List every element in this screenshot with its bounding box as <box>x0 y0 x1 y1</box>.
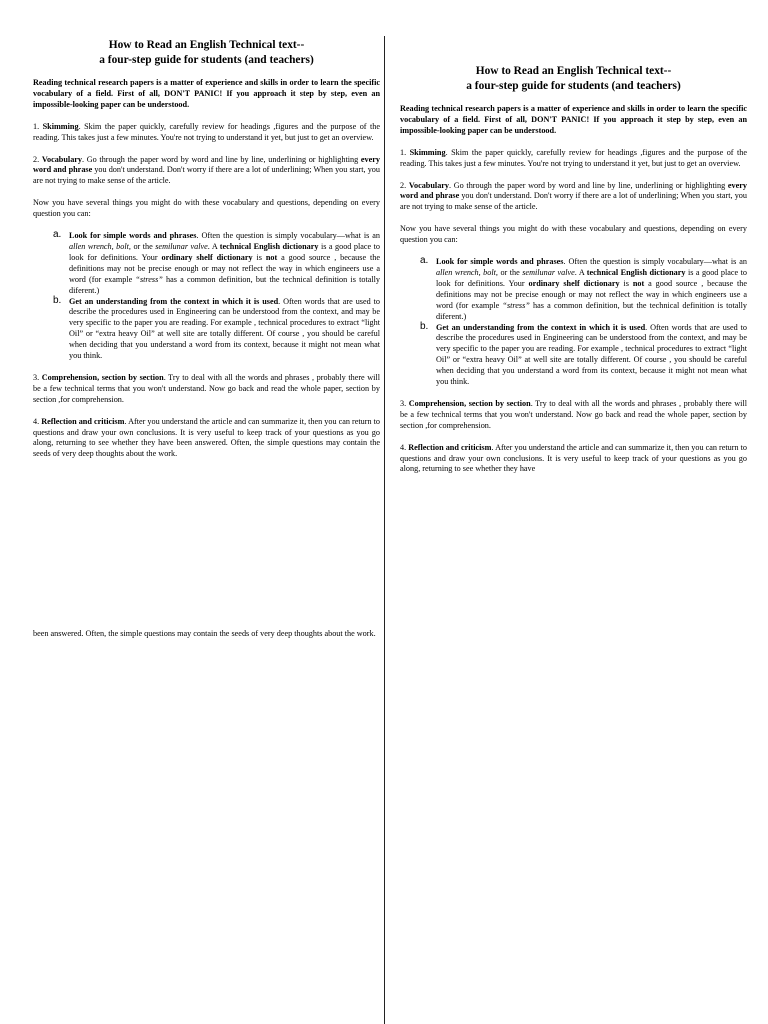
item-italic: allen wrench, bolt <box>69 241 129 251</box>
item-term: Get an understanding from the context in which it is used <box>69 296 279 306</box>
right-column <box>400 64 747 486</box>
list-marker: a. <box>420 255 429 267</box>
item-bold: ordinary shelf dictionary <box>161 252 253 262</box>
item-text: , or the <box>495 267 523 277</box>
step-term: Vocabulary <box>408 180 450 190</box>
intro-paragraph: Reading technical research papers is a matter of experience and skills in order to learn the specific vocabulary of a field. First of all, DON'T PANIC! If you approach it step by step, even an impossible-looking paper can be understood. <box>400 104 747 135</box>
title-line-1: How to Read an English Technical text-- <box>475 65 672 77</box>
continuation-block <box>33 629 380 651</box>
step-term: Reflection and criticism <box>41 416 125 426</box>
item-text: . Often the question is simply vocabulary—what is an <box>563 257 747 267</box>
item-text: . Often words that are used to describe the procedures used in Engineering can be understood from the context, and may be very specific to the paper you are reading. For example , technical procedures to extract “light Oil” or “extra heavy Oil” at well site are totally different. Of course , you should be careful when deciding that you understand a word from its context, because it might not mean what you think. <box>436 322 747 387</box>
item-term: Get an understanding from the context in which it is used <box>436 322 646 332</box>
item-bold: ordinary shelf dictionary <box>528 278 620 288</box>
item-term: Look for simple words and phrases <box>436 257 564 267</box>
list-marker: b. <box>420 320 429 332</box>
step-number: 3. <box>33 372 40 382</box>
item-text: a good source , because the definitions may not be precise enough or may not reflect the way in which engineers use a word (for example <box>436 278 747 310</box>
step-term: Skimming <box>409 147 446 157</box>
item-text: . A <box>574 267 587 277</box>
step-number: 2. <box>33 154 40 164</box>
step-term: Comprehension, section by section <box>41 372 164 382</box>
column-divider <box>384 36 385 1024</box>
step-term: Skimming <box>42 121 79 131</box>
step-text: . Skim the paper quickly, carefully review for headings ,figures and the purpose of the reading. This takes just a few minutes. You're not trying to understand it yet, but just to get an overview. <box>33 121 381 142</box>
sub-item-a <box>420 255 748 322</box>
item-bold: not <box>632 278 645 288</box>
item-text: . Often words that are used to describe the procedures used in Engineering can be understood from the context, and may be very specific to the paper you are reading. For example , technical procedures to extract “light Oil” or “extra heavy Oil” at well site are totally different. Of course , you should be careful when deciding that you understand a word from its context, because it might not mean what you think. <box>69 296 380 361</box>
step-skimming <box>400 148 747 170</box>
step-text: . Try to deal with all the words and phrases , probably there will be a few technical terms that you won't understand. Now go back and read the whole paper, section by section ,for comprehension. <box>33 372 381 404</box>
step-number: 3. <box>400 398 407 408</box>
sub-item-b <box>420 320 747 388</box>
step-reflection <box>400 443 747 476</box>
item-text: is a good place to look for definitions. Your <box>436 267 748 288</box>
step-text: you don't understand. Don't worry if there are a lot of underlining; When you start, you are not trying to make sense of the article. <box>33 165 380 186</box>
title-line-1: How to Read an English Technical text-- <box>108 39 305 51</box>
step-text: . After you understand the article and can summarize it, then you can return to questions and draw your own conclusions. It is very useful to keep track of your questions as you go along, returning to see whether they have <box>400 442 748 474</box>
item-italic: allen wrench, bolt <box>436 267 496 277</box>
title-line-2: a four-step guide for students (and teachers) <box>466 80 681 92</box>
item-text: is <box>619 278 633 288</box>
step-term: Vocabulary <box>41 154 83 164</box>
item-text: . A <box>207 241 220 251</box>
step-number: 2. <box>400 180 407 190</box>
left-column <box>33 38 380 471</box>
step-term: Reflection and criticism <box>408 442 492 452</box>
step-number: 4. <box>33 416 40 426</box>
item-text: . Often the question is simply vocabulary—what is an <box>196 231 380 241</box>
item-text: a good source , because the definitions may not be precise enough or may not reflect the way in which engineers use a word (for example <box>69 252 380 284</box>
step-term: Comprehension, section by section <box>408 398 531 408</box>
list-marker: b. <box>53 294 62 306</box>
step-text: . Go through the paper word by word and line by line, underlining or highlighting <box>449 180 728 190</box>
step-skimming <box>33 122 380 144</box>
item-text: , or the <box>128 241 156 251</box>
step-emphasis: every word and phrase <box>400 180 748 201</box>
sub-item-b <box>53 294 380 362</box>
document-title <box>33 38 380 68</box>
sub-list <box>33 231 380 362</box>
item-text: is <box>252 252 266 262</box>
document-title <box>400 64 747 94</box>
transition-paragraph: Now you have several things you might do with these vocabulary and questions, depending on every question you can: <box>33 198 380 219</box>
step-text: . Try to deal with all the words and phrases , probably there will be a few technical terms that you won't understand. Now go back and read the whole paper, section by section ,for comprehension. <box>400 398 748 430</box>
item-term: Look for simple words and phrases <box>69 231 197 241</box>
transition-paragraph: Now you have several things you might do with these vocabulary and questions, depending on every question you can: <box>400 224 747 245</box>
continuation-paragraph: been answered. Often, the simple questions may contain the seeds of very deep thoughts about the work. <box>33 629 376 638</box>
item-text: has a common definition, but the technical definition is totally diferent.) <box>69 274 380 295</box>
item-bold: technical English dictionary <box>219 241 319 251</box>
step-comprehension <box>400 399 747 432</box>
step-text: . Go through the paper word by word and line by line, underlining or highlighting <box>82 154 361 164</box>
item-italic: “stress” <box>502 300 530 310</box>
item-italic: semilunar valve <box>522 267 575 277</box>
sub-item-a <box>53 229 381 296</box>
item-text: has a common definition, but the technical definition is totally diferent.) <box>436 300 747 321</box>
sub-list <box>400 257 747 388</box>
step-text: you don't understand. Don't worry if there are a lot of underlining; When you start, you are not trying to make sense of the article. <box>400 191 747 212</box>
intro-paragraph: Reading technical research papers is a matter of experience and skills in order to learn the specific vocabulary of a field. First of all, DON'T PANIC! If you approach it step by step, even an impossible-looking paper can be understood. <box>33 78 380 109</box>
step-vocabulary <box>400 181 747 214</box>
step-reflection <box>33 417 380 461</box>
step-comprehension <box>33 373 380 406</box>
list-marker: a. <box>53 229 62 241</box>
step-vocabulary <box>33 155 380 188</box>
item-text: is a good place to look for definitions. Your <box>69 241 381 262</box>
step-emphasis: every word and phrase <box>33 154 381 175</box>
item-italic: “stress” <box>135 274 163 284</box>
step-text: . Skim the paper quickly, carefully review for headings ,figures and the purpose of the reading. This takes just a few minutes. You're not trying to understand it yet, but just to get an overview. <box>400 147 748 168</box>
step-number: 1. <box>400 147 407 157</box>
step-number: 1. <box>33 121 40 131</box>
step-text: . After you understand the article and can summarize it, then you can return to questions and draw your own conclusions. It is very useful to keep track of your questions as you go along, returning to see whether they have been answered. Often, the simple questions may contain the seeds of very deep thoughts about the work. <box>33 416 381 459</box>
step-number: 4. <box>400 442 407 452</box>
item-italic: semilunar valve <box>155 241 208 251</box>
item-bold: not <box>265 252 278 262</box>
item-bold: technical English dictionary <box>586 267 686 277</box>
title-line-2: a four-step guide for students (and teachers) <box>99 54 314 66</box>
